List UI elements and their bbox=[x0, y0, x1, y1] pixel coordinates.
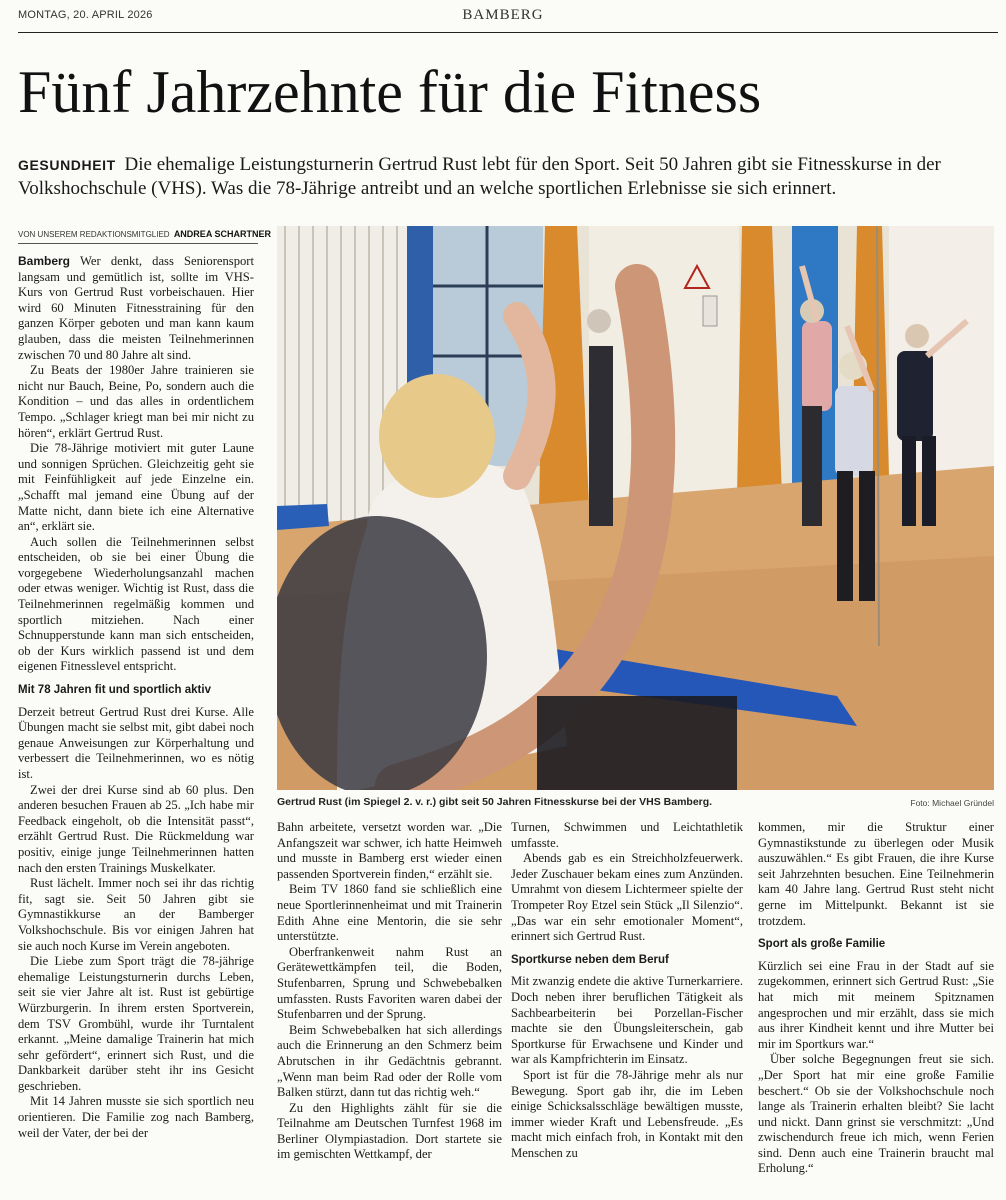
subheading: Mit 78 Jahren fit und sportlich aktiv bbox=[18, 684, 211, 697]
paragraph: Oberfrankenweit nahm Rust an Gerätewettkämpfen teil, die Boden, Stufenbarren, Sprung und Schwebebalken umfassten. Rusts Favoriten waren dabei der Stufenbarren und der Sprung. bbox=[277, 944, 502, 1022]
byline bbox=[18, 229, 271, 244]
teaser bbox=[18, 153, 993, 201]
paragraph: Beim Schwebebalken hat sich allerdings auch die Erinnerung an den Schmerz beim Abrutschen in ihr Gedächtnis gebrannt. „Wenn man beim Rad oder der Rolle vom Balken stürzt, dann tut das richtig weh.“ bbox=[277, 1022, 502, 1100]
section-name: BAMBERG bbox=[462, 7, 544, 23]
fitness-class-photo bbox=[277, 226, 994, 790]
teaser-text: Die ehemalige Leistungsturnerin Gertrud Rust lebt für den Sport. Seit 50 Jahren gibt sie Fitnesskurse in der Volkshochschule (VHS). Was die 78-Jährige antreibt und an welche sportlichen Erlebnisse sie sich erinnert. bbox=[18, 154, 941, 199]
photo-credit: Foto: Michael Gründel bbox=[910, 798, 994, 808]
subheading: Sportkurse neben dem Beruf bbox=[511, 953, 669, 966]
article-column-4 bbox=[758, 820, 994, 1195]
masthead-rule bbox=[18, 32, 998, 33]
dateline-location: Bamberg bbox=[18, 254, 71, 268]
paragraph: Mit 14 Jahren musste sie sich sportlich neu orientieren. Die Familie zog nach Bamberg, weil der Vater, der bei der bbox=[18, 1094, 254, 1140]
paragraph: Zu Beats der 1980er Jahre trainieren sie nicht nur Bauch, Beine, Po, sondern auch die Kondition – und das alles in ordentlichem Tempo. „Schlager kriegt man bei mir nicht zu hören“, erklärt Gertrud Rust. bbox=[18, 363, 254, 440]
article-column-1 bbox=[18, 254, 254, 1194]
subheading: Sport als große Familie bbox=[758, 938, 886, 951]
paragraph: Kürzlich sei eine Frau in der Stadt auf sie zugekommen, erinnert sich Gertrud Rust: „Sie hat mich mit meinem Spitznamen angesprochen und mir erzählt, dass sie mich aus ihrer Kindheit kennt und ihre Mutter bei mir im Sportkurs war.“ bbox=[758, 958, 994, 1051]
paragraph: Zu den Highlights zählt für sie die Teilnahme am Deutschen Turnfest 1968 im Berliner Olympiastadion. Dort startete sie im gemischten Wettkampf, der bbox=[277, 1100, 502, 1162]
paragraph: Sport ist für die 78-Jährige mehr als nur Bewegung. Sport gab ihr, die im Leben einige Schicksalsschläge bewältigen musste, immer wieder Kraft und Lebensfreude. „Es macht mich einfach froh, in Kontakt mit den Menschen zu bbox=[511, 1067, 743, 1160]
paragraph: Bahn arbeitete, versetzt worden war. „Die Anfangszeit war schwer, ich hatte Heimweh und musste in Bamberg erst wieder einen passenden Sportverein finden,“ erzählt sie. bbox=[277, 820, 502, 881]
article-column-2 bbox=[277, 820, 502, 1195]
article-photo bbox=[277, 226, 994, 790]
paragraph: Beim TV 1860 fand sie schließlich eine neue Sportlerinnenheimat und mit Trainerin Edith Ahne eine Mentorin, die sie sehr unterstützte. bbox=[277, 882, 502, 944]
paragraph: Auch sollen die Teilnehmerinnen selbst entscheiden, ob sie bei einer Übung die vorgegebene Wiederholungsanzahl machen oder etwas weniger. Wichtig ist Rust, dass die Teilnehmerinnen regelmäßig kommen und sportlich mitziehen. Nach einer Schnupperstunde kann man sich entscheiden, ob der Kurs wirklich passend ist und dem eigenen Fitnesslevel entspricht. bbox=[18, 534, 254, 674]
issue-date: MONTAG, 20. APRIL 2026 bbox=[18, 9, 153, 21]
headline: Fünf Jahrzehnte für die Fitness bbox=[18, 59, 762, 125]
paragraph: Mit zwanzig endete die aktive Turnerkarriere. Doch neben ihrer beruflichen Tätigkeit als Sachbearbeiterin bei Porzellan-Fischer machte sie den Übungsleiterschein, gab Sportkurse für Erwachsene und Kinder und war als Kampfrichterin im Einsatz. bbox=[511, 974, 743, 1067]
paragraph: Bamberg Wer denkt, dass Seniorensport langsam und gemütlich ist, sollte im VHS-Kurs von Gertrud Rust vorbeischauen. Hier wird 60 Minuten Fitnesstraining für den ganzen Körper geboten und man kann kaum glauben, dass die meisten Teilnehmerinnen zwischen 70 und 80 Jahre alt sind. bbox=[18, 254, 254, 362]
photo-caption: Gertrud Rust (im Spiegel 2. v. r.) gibt seit 50 Jahren Fitnesskurse bei der VHS Bamberg. bbox=[277, 796, 713, 808]
teaser-kicker: GESUNDHEIT bbox=[18, 157, 116, 173]
paragraph: kommen, mir die Struktur einer Gymnastikstunde zu überlegen oder Musik auszuwählen.“ Es gibt Frauen, die ihre Kurse seit Jahrzehnten besuchen. Eine Teilnehmerin kam 40 Jahre lang. Gertrud Rust steht nicht gerne im Mittelpunkt. Bekannt ist sie trotzdem. bbox=[758, 820, 994, 928]
byline-prefix: VON UNSEREM REDAKTIONSMITGLIED bbox=[18, 230, 170, 239]
paragraph: Über solche Begegnungen freut sie sich. „Der Sport hat mir eine große Familie beschert.“ Ob sie der Volkshochschule noch lange als Trainerin erhalten bleibt? Sie lacht und nickt. Dann grinst sie verschmitzt: „Und zwischendurch freue ich mich, wenn Ferien sind. Denn auch eine Trainerin braucht mal Erholung.“ bbox=[758, 1052, 994, 1176]
article-column-3 bbox=[511, 820, 743, 1195]
paragraph: Turnen, Schwimmen und Leichtathletik umfasste. bbox=[511, 820, 743, 850]
paragraph: Die 78-Jährige motiviert mit guter Laune und sonnigen Sprüchen. Gleichzeitig geht sie mit Feinfühligkeit auf jede Einzelne ein. „Schafft mal jemand eine Übung auf der Matte nicht, dann biete ich eine Alternative an“, erklärt sie. bbox=[18, 441, 254, 534]
paragraph: Derzeit betreut Gertrud Rust drei Kurse. Alle Übungen macht sie selbst mit, gibt dabei noch genaue Anweisungen zur Körperhaltung und verbessert die Teilnehmerinnen, wo es nötig ist. bbox=[18, 704, 254, 781]
paragraph: Die Liebe zum Sport trägt die 78-jährige ehemalige Leistungsturnerin durchs Leben, seit sie vier Jahre alt ist. Rust ist gebürtige Würzburgerin. In ihrem ersten Sportverein, dem TSV Grombühl, wurde ihr Turntalent erkannt. „Meine damalige Trainerin hat mich sehr gefördert“, erinnert sich Rust, und die Dankbarkeit darüber steht ihr ins Gesicht geschrieben. bbox=[18, 954, 254, 1093]
paragraph: Abends gab es ein Streichholzfeuerwerk. Jeder Zuschauer bekam eines zum Anzünden. Umrahmt von diesem Lichtermeer spielte der Trompeter Roy Etzel sein Stück „Il Silenzio“. „Das war ein sehr emotionaler Moment“, erinnert sich Gertrud Rust. bbox=[511, 851, 743, 944]
paragraph: Zwei der drei Kurse sind ab 60 plus. Den anderen besuchen Frauen ab 25. „Ich habe mir Feedback eingeholt, ob die Intensität passt“, erzählt Gertrud Rust. Die Rückmeldung war positiv, einige junge Teilnehmerinnen hatten nach den ersten Trainings Muskelkater. bbox=[18, 782, 254, 875]
byline-author: ANDREA SCHARTNER bbox=[173, 229, 271, 239]
paragraph: Rust lächelt. Immer noch sei ihr das richtig fit, sagt sie. Seit 50 Jahren gibt sie Gymnastikkurse an der Bamberger Volkshochschule. Bis vor einigen Jahren hat sie auch noch Kurse im Verein angeboten. bbox=[18, 876, 254, 953]
